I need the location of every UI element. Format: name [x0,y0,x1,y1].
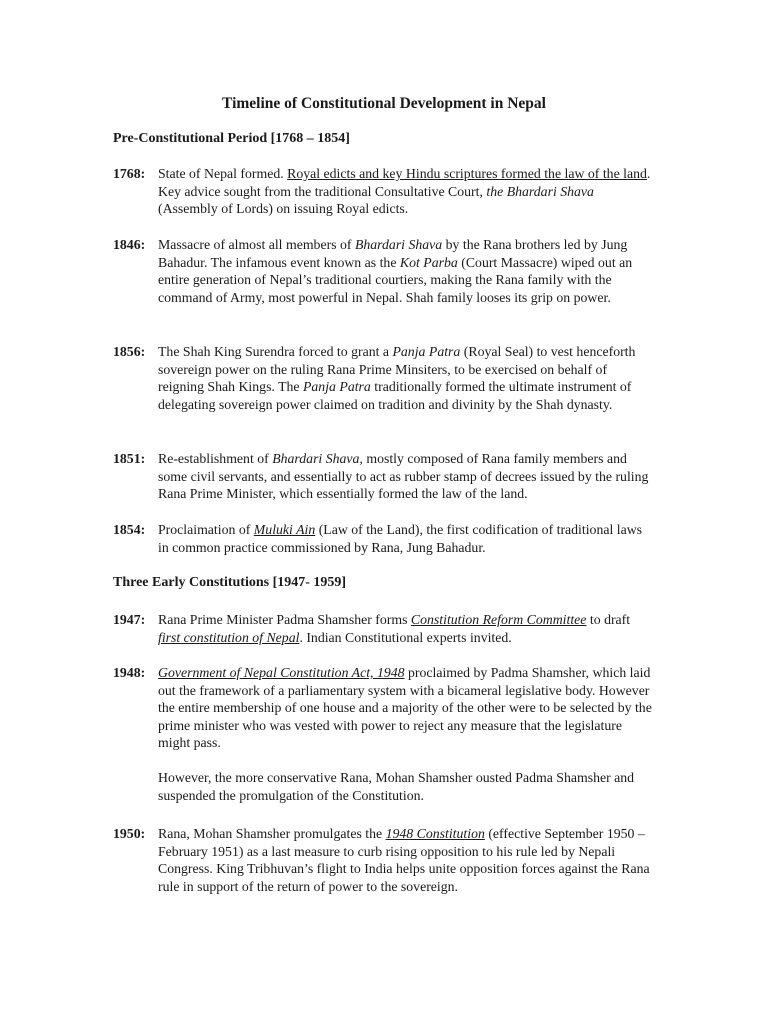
entry-extra-paragraph: However, the more conservative Rana, Mohan Shamsher ousted Padma Shamsher and suspended the promulgation of the Constitution. [158,769,635,803]
entry-text [158,825,653,895]
document-title: Timeline of Constitutional Development in Nepal [222,95,546,112]
timeline-entry [113,521,653,556]
entry-text [158,165,653,218]
timeline-entry [113,343,653,413]
text-segment: Massacre of almost all members of [158,237,355,252]
text-segment: Re-establishment of [158,451,273,466]
text-segment: 1948 Constitution [385,826,485,841]
text-segment: to draft [586,612,631,627]
text-segment: Muluki Ain [253,522,316,537]
text-segment: (Law of the Land), the first codification of traditional laws in common practice commissioned by Rana, Jung Bahadur. [158,522,643,555]
timeline-entry [113,825,653,895]
text-segment: by the Rana brothers led by Jung Bahadur. The infamous event known as the [158,237,628,270]
text-segment: (Assembly of Lords) on issuing Royal edicts. [158,201,409,217]
text-segment: Kot Parba [399,254,458,270]
entry-year: 1948: [113,665,146,680]
text-segment: Bhardari Shava [354,237,443,252]
text-segment: State of Nepal formed. [158,166,288,181]
entry-text [158,611,653,646]
entry-year: 1846: [113,237,146,252]
text-segment: Royal edicts and key Hindu scriptures formed the law of the land [287,166,647,181]
text-segment: first constitution of Nepal [158,629,300,645]
text-segment: Constitution Reform Committee [410,612,587,627]
timeline-entry [113,236,653,306]
timeline-entry [113,165,653,218]
entry-text [158,236,653,306]
text-segment: Panja Patra [392,344,461,359]
text-segment: Proclaimation of [158,522,254,537]
text-segment: mostly composed of Rana family members and some civil servants, and essentially to act as rubber stamp of decrees issued by the ruling Rana Prime Minister, which essentially formed the law of the land. [158,451,649,502]
text-segment: Rana, Mohan Shamsher promulgates the [158,826,386,841]
entry-year: 1854: [113,522,146,537]
text-segment: Bhardari Shava, [272,451,363,466]
timeline-entry [113,611,653,646]
section-heading: Three Early Constitutions [1947- 1959] [113,575,347,590]
entry-text [158,521,653,556]
timeline-entry [113,450,653,503]
entry-text [158,343,653,413]
text-segment: Government of Nepal Constitution Act, 1948 [158,665,405,680]
entry-text [158,664,653,752]
text-segment: . Key advice sought from the traditional Consultative Court, [158,166,651,199]
text-segment: the Bhardari Shava [486,183,594,199]
text-segment: Rana Prime Minister Padma Shamsher forms [158,612,411,627]
timeline-entry [113,664,653,804]
text-segment: . Indian Constitutional experts invited. [299,629,512,645]
text-segment: Panja Patra [302,379,371,395]
text-segment: (Court Massacre) wiped out an entire generation of Nepal’s traditional courtiers, making the Rana family with the command of Army, most powerful in Nepal. Shah family looses its grip on power. [158,254,633,305]
text-segment: The Shah King Surendra forced to grant a [158,344,393,359]
entry-year: 1856: [113,344,146,359]
text-segment: (Royal Seal) to vest henceforth sovereign power on the ruling Rana Prime Minsiters, to be exercised on behalf of reigning Shah Kings. The [158,344,636,395]
text-segment: (effective September 1950 – February 1951) as a last measure to curb rising opposition to his rule led by Nepali Congress. King Tribhuvan’s flight to India helps unite opposition forces against the Rana rule in support of the return of power to the sovereign. [158,826,650,894]
entry-year: 1768: [113,166,146,181]
text-segment: proclaimed by Padma Shamsher, which laid out the framework of a parliamentary system with a bicameral legislative body. However the entire membership of one house and a majority of the other were to be selected by the prime minister who was vested with power to reject any measure that the legislature might pass. [158,665,652,751]
entry-year: 1947: [113,612,146,627]
section-heading: Pre-Constitutional Period [1768 – 1854] [113,131,350,146]
entry-year: 1851: [113,451,146,466]
text-segment: traditionally formed the ultimate instrument of delegating sovereign power claimed on tradition and divinity by the Shah dynasty. [158,379,632,412]
entry-text [158,450,653,503]
entry-year: 1950: [113,826,146,841]
